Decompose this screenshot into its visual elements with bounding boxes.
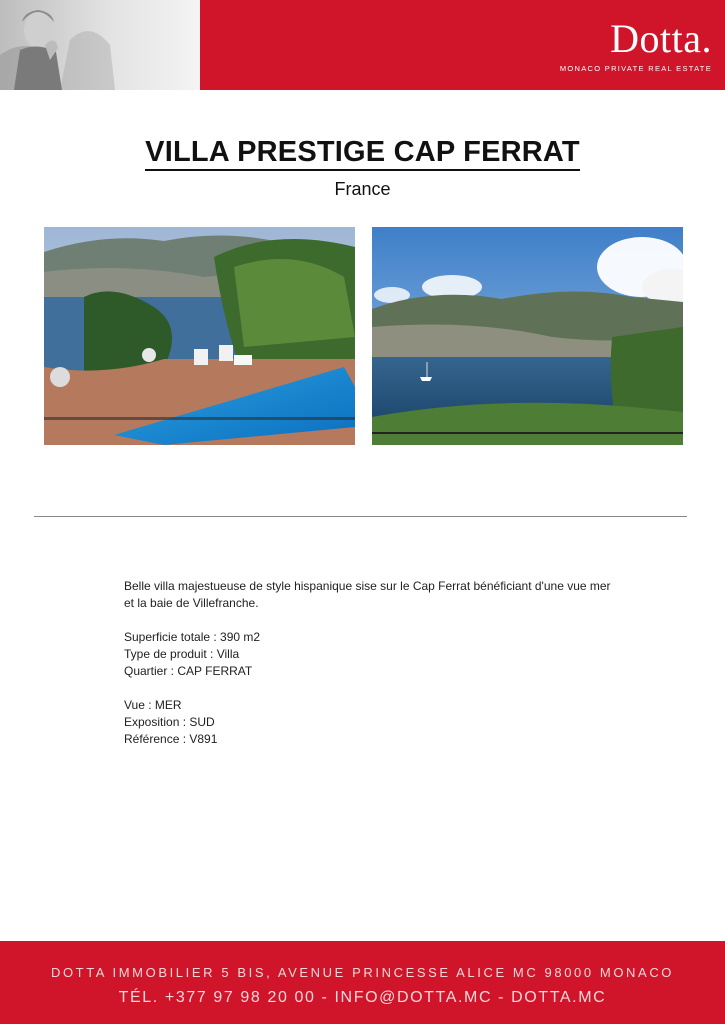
district-detail: Quartier : CAP FERRAT [124,664,253,678]
footer-address: DOTTA IMMOBILIER 5 BIS, AVENUE PRINCESSE ALICE MC 98000 MONACO [50,965,675,980]
listing-country: France [334,179,391,199]
footer-contact: TÉL. +377 97 98 20 00 - INFO@DOTTA.MC - DOTTA.MC [118,989,607,1006]
logo-tagline: MONACO PRIVATE REAL ESTATE [559,64,712,73]
reference-detail: Référence : V891 [124,732,218,746]
view-detail: Vue : MER [124,698,182,712]
description-intro: Belle villa majestueuse de style hispanique sise sur le Cap Ferrat bénéficiant d'une vue mer et la baie de Villefranche. [124,579,611,610]
logo-name: Dotta. [610,16,712,61]
exposure-detail: Exposition : SUD [124,715,215,729]
product-type-detail: Type de produit : Villa [124,647,240,661]
listing-description [124,578,614,748]
villa-pool-photo [44,227,355,445]
dotta-logo [560,18,712,73]
page-header [0,0,725,90]
page-footer [0,941,725,1024]
header-brand-band [200,0,725,90]
bay-view-photo [372,227,683,445]
surface-detail: Superficie totale : 390 m2 [124,630,261,644]
section-divider [34,516,687,517]
listing-heading [0,136,725,200]
listing-title: VILLA PRESTIGE CAP FERRAT [145,136,580,171]
header-woman-photo [0,0,200,90]
